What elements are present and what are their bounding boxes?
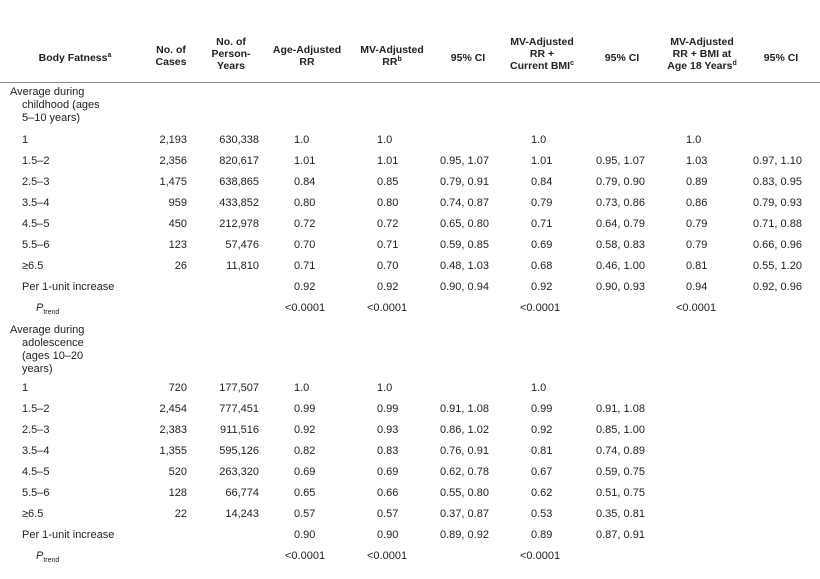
header-person-years (203, 36, 259, 72)
cell-bmi18: 0.94 (686, 281, 708, 293)
cell-py: 638,865 (219, 176, 259, 188)
cell-ci2: 0.91, 1.08 (596, 403, 645, 415)
cell-ci1: 0.89, 0.92 (440, 529, 489, 541)
cell-age: 0.72 (294, 218, 316, 230)
cell-ci2: 0.51, 0.75 (596, 487, 645, 499)
cell-bmi18: 1.03 (686, 155, 708, 167)
cell-ci1: 0.62, 0.78 (440, 466, 489, 478)
cell-bmi: 1.01 (531, 155, 553, 167)
cell-age: 0.90 (294, 529, 316, 541)
cell-py: 911,516 (220, 424, 259, 436)
p-trend-subscript: trend (43, 557, 60, 565)
header-person-years-line: Years (216, 60, 246, 72)
section-title-line: 5–10 years) (22, 112, 81, 124)
header-person-years-line: No. of (216, 36, 246, 48)
cell-ci3: 0.83, 0.95 (753, 176, 802, 188)
row-label: Per 1-unit increase (22, 529, 115, 541)
row-label: 1.5–2 (22, 403, 50, 415)
cell-age: 0.99 (294, 403, 316, 415)
cell-ci3: 0.97, 1.10 (753, 155, 802, 167)
section-title (10, 324, 150, 376)
cell-mv: 0.90 (377, 529, 399, 541)
cell-mv: 0.71 (377, 239, 399, 251)
cell-bmi: 0.62 (531, 487, 553, 499)
header-mv-adjusted (352, 44, 432, 68)
cell-py: 433,852 (219, 197, 259, 209)
cell-age: 0.80 (294, 197, 316, 209)
row-label: 5.5–6 (22, 487, 50, 499)
cell-mv: 0.70 (377, 260, 399, 272)
row-label: 1.5–2 (22, 155, 50, 167)
cell-bmi: 0.67 (531, 466, 553, 478)
row-label: 2.5–3 (22, 176, 50, 188)
cell-mv: 1.0 (377, 382, 393, 394)
cell-bmi18: 0.86 (686, 197, 708, 209)
cell-ci2: 0.90, 0.93 (596, 281, 645, 293)
cell-ci1: 0.55, 0.80 (440, 487, 489, 499)
cell-cases: 123 (168, 239, 187, 251)
cell-age: 0.57 (294, 508, 316, 520)
cell-age: 0.71 (294, 260, 316, 272)
cell-ci2: 0.74, 0.89 (596, 445, 645, 457)
cell-age: 1.0 (294, 382, 310, 394)
p-trend-label (36, 301, 59, 320)
cell-bmi: 0.89 (531, 529, 553, 541)
row-label: 1 (22, 382, 29, 394)
section-title-line: childhood (ages (22, 99, 100, 111)
header-cases-line: Cases (155, 56, 187, 68)
cell-age: 1.0 (294, 134, 310, 146)
cell-mv: 0.69 (377, 466, 399, 478)
cell-ci3: 0.92, 0.96 (753, 281, 802, 293)
section-title-line: years) (22, 363, 53, 375)
cell-age: 1.01 (294, 155, 316, 167)
cell-age: 0.65 (294, 487, 316, 499)
header-mv-bmi-age18-line: RR + BMI at (672, 48, 732, 60)
header-mv-current-bmi-line (500, 60, 584, 72)
header-ci-3: 95% CI (763, 52, 799, 64)
header-body-fatness (20, 52, 130, 64)
cell-ci3: 0.79, 0.93 (753, 197, 802, 209)
p-trend-age: <0.0001 (285, 550, 326, 562)
cell-cases: 520 (168, 466, 187, 478)
cell-mv: 0.99 (377, 403, 399, 415)
row-label: 4.5–5 (22, 466, 50, 478)
cell-age: 0.92 (294, 424, 316, 436)
cell-cases: 450 (168, 218, 187, 230)
cell-cases: 2,454 (159, 403, 187, 415)
cell-age: 0.82 (294, 445, 316, 457)
cell-py: 57,476 (225, 239, 259, 251)
row-label: 5.5–6 (22, 239, 50, 251)
header-cases-line: No. of (156, 44, 186, 56)
cell-age: 0.92 (294, 281, 316, 293)
section-title-line: adolescence (22, 337, 84, 349)
header-body-fatness-label: Body Fatness (38, 52, 108, 64)
header-ci-2: 95% CI (604, 52, 640, 64)
cell-bmi18: 1.0 (686, 134, 702, 146)
cell-ci1: 0.90, 0.94 (440, 281, 489, 293)
p-trend-p: P (36, 302, 44, 314)
cell-ci2: 0.35, 0.81 (596, 508, 645, 520)
cell-mv: 1.01 (377, 155, 399, 167)
cell-bmi: 0.99 (531, 403, 553, 415)
cell-ci2: 0.59, 0.75 (596, 466, 645, 478)
cell-py: 212,978 (219, 218, 259, 230)
cell-ci1: 0.59, 0.85 (440, 239, 489, 251)
cell-ci3: 0.66, 0.96 (753, 239, 802, 251)
cell-bmi: 0.71 (531, 218, 553, 230)
header-mv-current-bmi-line: MV-Adjusted (510, 36, 574, 48)
cell-bmi18: 0.89 (686, 176, 708, 188)
cell-cases: 128 (168, 487, 187, 499)
cell-py: 630,338 (219, 134, 259, 146)
cell-cases: 959 (168, 197, 187, 209)
cell-mv: 0.57 (377, 508, 399, 520)
cell-ci2: 0.73, 0.86 (596, 197, 645, 209)
p-trend-label (36, 549, 59, 568)
cell-bmi: 0.92 (531, 424, 553, 436)
header-cases (148, 44, 194, 68)
cell-ci2: 0.95, 1.07 (596, 155, 645, 167)
header-rule (0, 82, 820, 83)
cell-ci1: 0.86, 1.02 (440, 424, 489, 436)
p-trend-bmi18: <0.0001 (676, 302, 717, 314)
cell-mv: 0.72 (377, 218, 399, 230)
header-mv-bmi-age18-label: Age 18 Years (667, 60, 733, 72)
cell-mv: 0.80 (377, 197, 399, 209)
cell-bmi18: 0.81 (686, 260, 708, 272)
cell-age: 0.70 (294, 239, 316, 251)
cell-ci3: 0.71, 0.88 (753, 218, 802, 230)
header-mv-adjusted-line: MV-Adjusted (360, 44, 424, 56)
cell-py: 66,774 (225, 487, 259, 499)
p-trend-bmi: <0.0001 (520, 550, 561, 562)
cell-cases: 2,356 (159, 155, 187, 167)
cell-cases: 1,475 (159, 176, 187, 188)
cell-ci2: 0.87, 0.91 (596, 529, 645, 541)
cell-py: 777,451 (219, 403, 259, 415)
header-age-adjusted-line: RR (299, 56, 315, 68)
cell-cases: 2,383 (159, 424, 187, 436)
cell-bmi: 1.0 (531, 382, 547, 394)
header-age-adjusted (266, 44, 348, 68)
cell-ci3: 0.55, 1.20 (753, 260, 802, 272)
footnote-marker-d: d (732, 60, 737, 67)
p-trend-subscript: trend (43, 309, 60, 317)
header-age-adjusted-line: Age-Adjusted (272, 44, 342, 56)
header-mv-bmi-age18 (656, 36, 748, 72)
row-label: 1 (22, 134, 29, 146)
cell-age: 0.69 (294, 466, 316, 478)
cell-cases: 26 (174, 260, 187, 272)
p-trend-age: <0.0001 (285, 302, 326, 314)
row-label: 3.5–4 (22, 197, 50, 209)
section-title-line: Average during (10, 324, 85, 336)
row-label: 4.5–5 (22, 218, 50, 230)
row-label: ≥6.5 (22, 508, 44, 520)
cell-bmi: 0.84 (531, 176, 553, 188)
cell-py: 263,320 (219, 466, 259, 478)
header-mv-current-bmi (500, 36, 584, 72)
cell-py: 820,617 (219, 155, 259, 167)
cell-py: 14,243 (225, 508, 259, 520)
cell-bmi: 0.69 (531, 239, 553, 251)
cell-mv: 0.85 (377, 176, 399, 188)
cell-py: 595,126 (219, 445, 259, 457)
cell-bmi18: 0.79 (686, 239, 708, 251)
cell-ci1: 0.91, 1.08 (440, 403, 489, 415)
p-trend-bmi: <0.0001 (520, 302, 561, 314)
cell-ci2: 0.64, 0.79 (596, 218, 645, 230)
cell-cases: 22 (174, 508, 187, 520)
section-title-line: (ages 10–20 (22, 350, 84, 362)
p-trend-mv: <0.0001 (367, 302, 408, 314)
section-title-line: Average during (10, 86, 85, 98)
cell-cases: 2,193 (159, 134, 187, 146)
cell-bmi: 0.92 (531, 281, 553, 293)
cell-bmi: 1.0 (531, 134, 547, 146)
header-mv-current-bmi-label: Current BMI (510, 60, 571, 72)
cell-ci1: 0.79, 0.91 (440, 176, 489, 188)
header-mv-bmi-age18-line (656, 60, 748, 72)
cell-mv: 0.93 (377, 424, 399, 436)
cell-bmi: 0.53 (531, 508, 553, 520)
cell-ci2: 0.85, 1.00 (596, 424, 645, 436)
header-ci-1: 95% CI (450, 52, 486, 64)
p-trend-p: P (36, 550, 44, 562)
cell-cases: 720 (168, 382, 187, 394)
cell-ci1: 0.95, 1.07 (440, 155, 489, 167)
cell-mv: 0.92 (377, 281, 399, 293)
cell-ci1: 0.48, 1.03 (440, 260, 489, 272)
header-person-years-line: Person- (211, 48, 251, 60)
cell-ci2: 0.58, 0.83 (596, 239, 645, 251)
header-mv-adjusted-rr: RR (382, 56, 398, 68)
row-label: 2.5–3 (22, 424, 50, 436)
footnote-marker-b: b (397, 56, 402, 63)
footnote-marker-a: a (107, 52, 112, 59)
cell-bmi: 0.81 (531, 445, 553, 457)
cell-ci1: 0.37, 0.87 (440, 508, 489, 520)
p-trend-mv: <0.0001 (367, 550, 408, 562)
cell-bmi: 0.79 (531, 197, 553, 209)
cell-mv: 1.0 (377, 134, 393, 146)
cell-age: 0.84 (294, 176, 316, 188)
header-mv-bmi-age18-line: MV-Adjusted (670, 36, 734, 48)
cell-mv: 0.83 (377, 445, 399, 457)
row-label: Per 1-unit increase (22, 281, 115, 293)
row-label: ≥6.5 (22, 260, 44, 272)
cell-ci2: 0.46, 1.00 (596, 260, 645, 272)
row-label: 3.5–4 (22, 445, 50, 457)
cell-py: 177,507 (219, 382, 259, 394)
cell-ci1: 0.76, 0.91 (440, 445, 489, 457)
cell-ci1: 0.74, 0.87 (440, 197, 489, 209)
cell-ci1: 0.65, 0.80 (440, 218, 489, 230)
cell-cases: 1,355 (159, 445, 187, 457)
section-title (10, 86, 150, 125)
cell-ci2: 0.79, 0.90 (596, 176, 645, 188)
cell-bmi: 0.68 (531, 260, 553, 272)
footnote-marker-c: c (570, 60, 574, 67)
cell-bmi18: 0.79 (686, 218, 708, 230)
header-mv-adjusted-line (352, 56, 432, 68)
cell-mv: 0.66 (377, 487, 399, 499)
header-mv-current-bmi-line: RR + (529, 48, 555, 60)
cell-py: 11,810 (226, 260, 259, 272)
